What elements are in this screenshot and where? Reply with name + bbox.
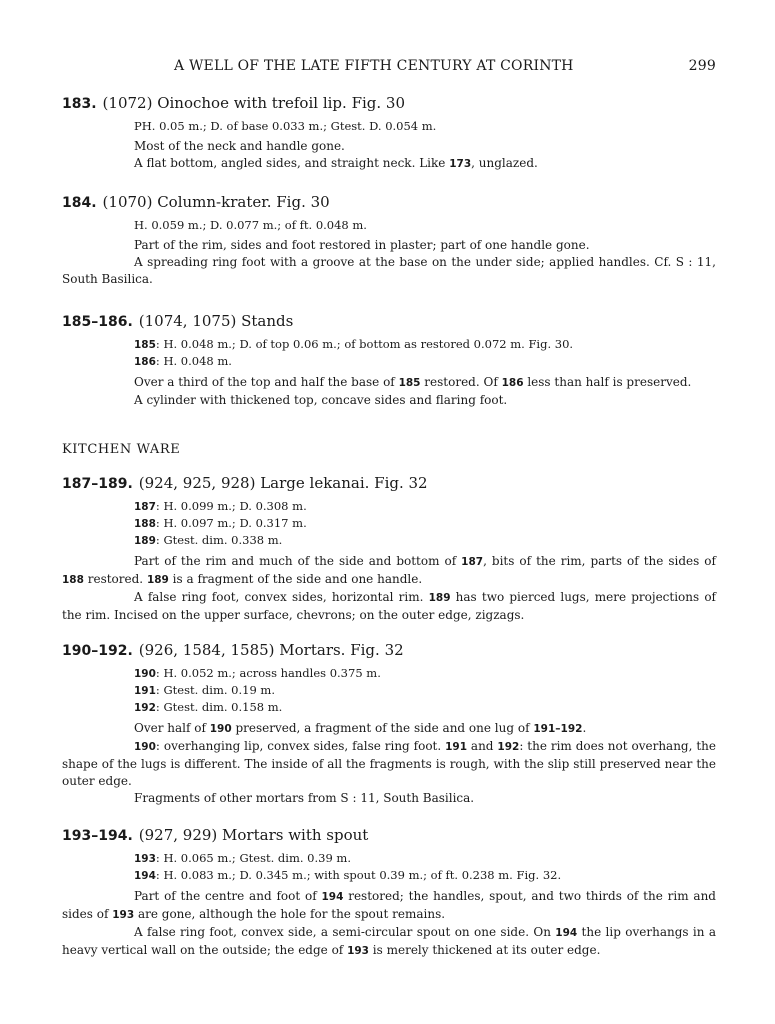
description-paragraph: A false ring foot, convex side, a semi-circular spout on one side. On 194 the lip overhangs in a heavy vertical wall on the outside; the edge of 193 is merely thickened at its outer edge. [62, 925, 716, 957]
entry-title: (924, 925, 928) Large lekanai. Fig. 32 [138, 474, 428, 492]
entry-heading [62, 640, 716, 661]
entry-number: 190–192. [62, 643, 133, 659]
entry-title: (1072) Oinochoe with trefoil lip. Fig. 30 [102, 94, 405, 112]
catalogue-ref: 173 [449, 158, 472, 170]
measurements: 189: Gtest. dim. 0.338 m. [134, 533, 283, 547]
catalogue-entry-183 [62, 93, 716, 173]
description-paragraph: A cylinder with thickened top, concave sides and flaring foot. [134, 393, 508, 407]
entry-number: 193–194. [62, 828, 133, 844]
entry-heading [62, 311, 716, 332]
entry-heading [62, 93, 716, 114]
description-paragraph: 190: overhanging lip, convex sides, false ring foot. 191 and 192: the rim does not overhang, the shape of the lugs is different. The inside of all the fragments is rough, with the slip still preserved near the outer edge. [62, 739, 716, 788]
catalogue-entry-185-186 [62, 311, 716, 409]
entry-number: 187–189. [62, 476, 133, 492]
measurements: 186: H. 0.048 m. [134, 354, 232, 368]
description-paragraph: Most of the neck and handle gone. [134, 139, 345, 153]
entry-heading [62, 473, 716, 494]
description-paragraph: A false ring foot, convex sides, horizontal rim. 189 has two pierced lugs, mere projections of the rim. Incised on the upper surface, chevrons; on the outer edge, zigzags. [62, 590, 716, 622]
measurements: 192: Gtest. dim. 0.158 m. [134, 700, 283, 714]
running-title: A WELL OF THE LATE FIFTH CENTURY AT CORINTH [174, 58, 574, 74]
entry-title: (926, 1584, 1585) Mortars. Fig. 32 [138, 641, 404, 659]
catalogue-entry-190-192 [62, 640, 716, 807]
description-paragraph: Part of the centre and foot of 194 restored; the handles, spout, and two thirds of the rim and sides of 193 are gone, although the hole for the spout remains. [62, 889, 716, 921]
measurements: 188: H. 0.097 m.; D. 0.317 m. [134, 516, 307, 530]
catalogue-entry-187-189 [62, 473, 716, 624]
measurements: 191: Gtest. dim. 0.19 m. [134, 683, 275, 697]
catalogue-entry-193-194 [62, 825, 716, 960]
description-paragraph: Over a third of the top and half the base of 185 restored. Of 186 less than half is preserved. [134, 375, 692, 389]
measurements: 193: H. 0.065 m.; Gtest. dim. 0.39 m. [134, 851, 351, 865]
entry-title: (927, 929) Mortars with spout [138, 826, 369, 844]
entry-heading [62, 825, 716, 846]
measurements: 185: H. 0.048 m.; D. of top 0.06 m.; of bottom as restored 0.072 m. Fig. 30. [134, 337, 574, 351]
measurements: 190: H. 0.052 m.; across handles 0.375 m. [134, 666, 381, 680]
description-paragraph: Fragments of other mortars from S : 11, South Basilica. [134, 791, 475, 805]
description-paragraph: Over half of 190 preserved, a fragment of the side and one lug of 191–192. [134, 721, 587, 735]
entry-number: 185–186. [62, 314, 133, 330]
description-paragraph: A flat bottom, angled sides, and straight neck. Like 173, unglazed. [134, 156, 538, 170]
entry-title: (1074, 1075) Stands [138, 312, 294, 330]
measurements: PH. 0.05 m.; D. of base 0.033 m.; Gtest. D. 0.054 m. [134, 119, 437, 133]
measurements: 194: H. 0.083 m.; D. 0.345 m.; with spout 0.39 m.; of ft. 0.238 m. Fig. 32. [134, 868, 562, 882]
description-paragraph: A spreading ring foot with a groove at the base on the under side; applied handles. Cf. S : 11, South Basilica. [62, 255, 716, 286]
page-number: 299 [688, 58, 716, 74]
entry-number: 184. [62, 195, 97, 211]
entry-title: (1070) Column-krater. Fig. 30 [102, 193, 330, 211]
description-paragraph: Part of the rim, sides and foot restored in plaster; part of one handle gone. [134, 238, 590, 252]
section-title: KITCHEN WARE [62, 442, 181, 457]
entry-number: 183. [62, 96, 97, 112]
measurements: 187: H. 0.099 m.; D. 0.308 m. [134, 499, 307, 513]
catalogue-entry-184 [62, 192, 716, 288]
description-paragraph: Part of the rim and much of the side and bottom of 187, bits of the rim, parts of the sides of 188 restored. 189 is a fragment of the side and one handle. [62, 554, 716, 586]
measurements: H. 0.059 m.; D. 0.077 m.; of ft. 0.048 m. [134, 218, 367, 232]
entry-heading [62, 192, 716, 213]
